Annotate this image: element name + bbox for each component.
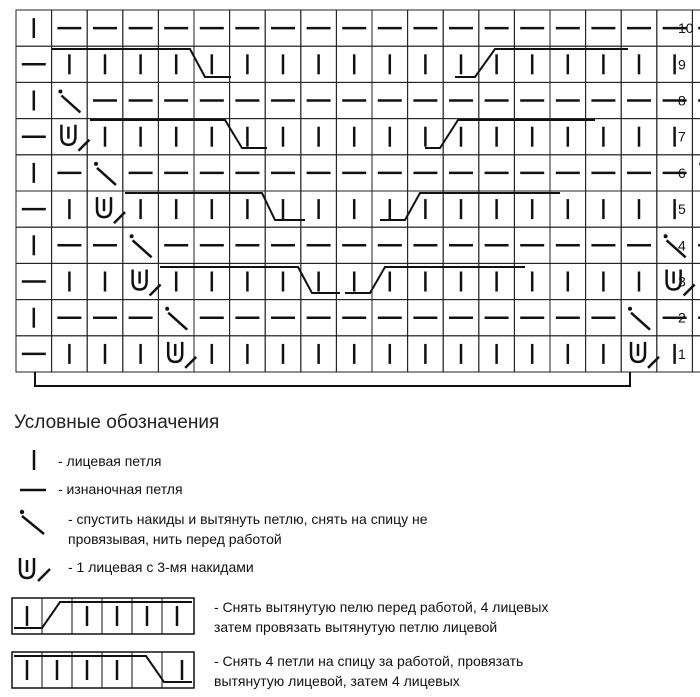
knit-three-yarnover-mark [61, 125, 89, 151]
legend-yo-text: - 1 лицевая с 3-мя накидами [68, 559, 254, 575]
legend-slip-text-2: провязывая, нить перед работой [68, 531, 282, 547]
chart-cell [692, 191, 700, 227]
knit-three-yarnover-icon [14, 554, 54, 584]
left-cable-symbol-icon [10, 594, 196, 638]
row-number-label: 5 [678, 201, 686, 218]
chart-cell [158, 300, 194, 336]
slip-dropped-mark [165, 307, 187, 330]
legend-purl-text: - изнаночная петля [58, 481, 183, 497]
legend-left-cable-text-1: - Снять вытянутую пелю перед работой, 4 лицевых [214, 599, 549, 615]
row-number-label: 1 [678, 345, 686, 362]
chart-cell [692, 263, 700, 299]
row-number-label: 3 [678, 273, 686, 290]
chart-cell [52, 82, 88, 118]
knit-symbol-icon [28, 448, 40, 472]
purl-symbol-icon [18, 478, 48, 502]
row-number-label: 4 [678, 237, 686, 254]
chart-cell [657, 227, 693, 263]
slip-dropped-mark [628, 307, 650, 330]
chart-cell [621, 300, 657, 336]
legend-right-cable-text-1: - Снять 4 петли на спицу за работой, провязать [214, 653, 524, 669]
knit-three-yarnover-mark [133, 270, 161, 296]
chart-cell [123, 227, 159, 263]
repeat-bracket [35, 372, 630, 386]
slip-dropped-mark [58, 90, 80, 113]
slip-dropped-mark [130, 234, 152, 257]
legend-title: Условные обозначения [14, 412, 220, 433]
row-number-label: 6 [678, 164, 686, 181]
legend-slip-text-1: - спустить накиды и вытянуть петлю, снять на спицу не [68, 511, 428, 527]
cable-line [125, 193, 305, 220]
legend-knit-text: - лицевая петля [58, 453, 162, 469]
chart-cell [692, 336, 700, 372]
chart-cell [692, 46, 700, 82]
row-number-label: 10 [678, 20, 694, 37]
chart-cell [87, 155, 123, 191]
cable-line [90, 120, 267, 148]
slip-dropped-mark [94, 162, 116, 185]
chart-cell [692, 155, 700, 191]
knit-three-yarnover-mark [631, 342, 659, 368]
right-cable-symbol-icon [10, 648, 196, 692]
chart-cell [692, 119, 700, 155]
cable-line [160, 267, 340, 293]
row-number-label: 2 [678, 309, 686, 326]
row-number-label: 8 [678, 92, 686, 109]
cable-line [455, 49, 628, 77]
chart-symbols [22, 18, 700, 368]
knit-three-yarnover-mark [168, 342, 196, 368]
slip-dropped-symbol-icon [16, 506, 50, 536]
cable-line [425, 120, 595, 148]
knit-three-yarnover-mark [97, 197, 125, 223]
legend-left-cable-text-2: затем провязать вытянутую петлю лицевой [214, 619, 498, 635]
legend-right-cable-text-2: вытянутую лицевой, затем 4 лицевых [214, 673, 460, 689]
row-number-label: 9 [678, 56, 686, 73]
row-number-label: 7 [678, 128, 686, 145]
